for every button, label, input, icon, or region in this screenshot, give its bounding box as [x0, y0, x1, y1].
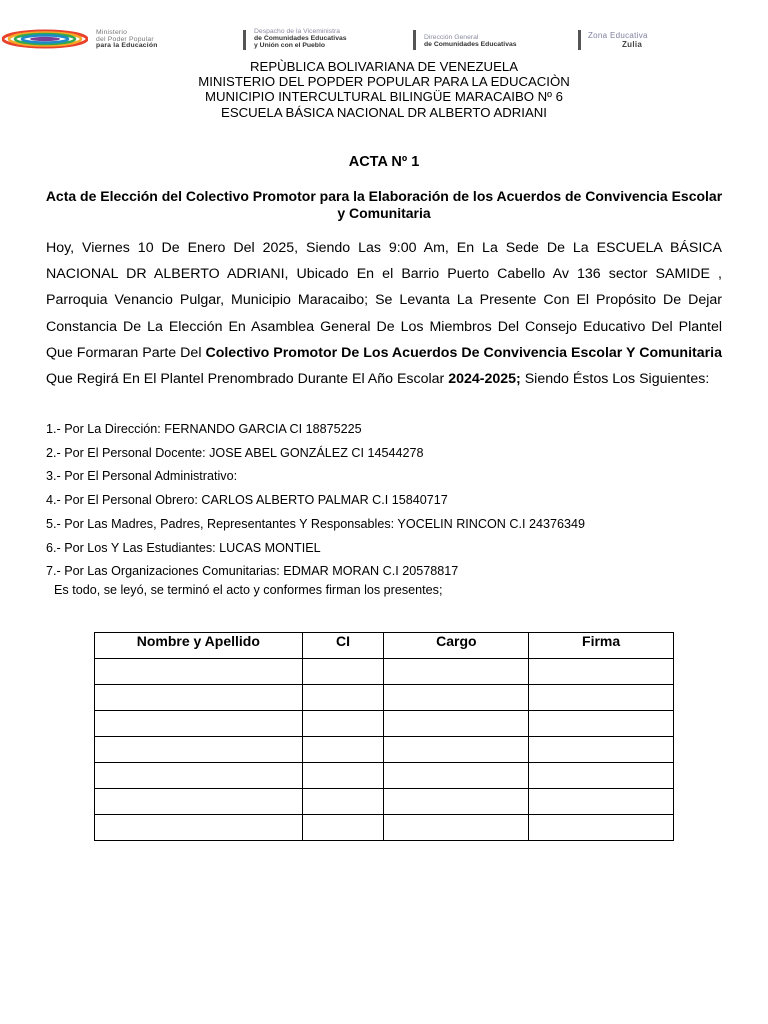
firma-cell [529, 659, 674, 685]
body-bold-colectivo: Colectivo Promotor De Los Acuerdos De Convivencia Escolar Y Comunitaria [205, 344, 722, 361]
firma-cell [529, 789, 674, 815]
acta-body-paragraph [46, 235, 722, 392]
list-item: 3.- Por El Personal Administrativo: [46, 469, 238, 484]
cargo-cell [384, 711, 529, 737]
list-item: 2.- Por El Personal Docente: JOSE ABEL GONZÁLEZ CI 14544278 [46, 445, 424, 460]
header-separator [578, 30, 581, 50]
list-item: 7.- Por Las Organizaciones Comunitarias: EDMAR MORAN C.I 20578817 [46, 564, 459, 579]
body-text-part: Que Regirá En El Plantel Prenombrado Durante El Año Escolar [46, 371, 449, 388]
municipality-line: MUNICIPIO INTERCULTURAL BILINGÜE MARACAIBO Nº 6 [205, 89, 563, 105]
table-row [95, 815, 674, 841]
cargo-cell [384, 685, 529, 711]
ci-cell [302, 789, 384, 815]
list-item: 1.- Por La Dirección: FERNANDO GARCIA CI 18875225 [46, 422, 362, 436]
header-separator [243, 30, 246, 50]
column-header-ci: CI [302, 633, 384, 659]
body-bold-year: 2024-2025; [448, 371, 521, 388]
acta-title: Acta de Elección del Colectivo Promotor para la Elaboración de los Acuerdos de Convivencia Escolar y Comunitaria [45, 188, 723, 221]
ministry-swirl-logo [2, 29, 88, 49]
republic-line: REPÙBLICA BOLIVARIANA DE VENEZUELA [250, 59, 518, 74]
ci-cell [302, 659, 384, 685]
ci-cell [302, 685, 384, 711]
table-header-row [95, 633, 674, 659]
list-item: 6.- Por Los Y Las Estudiantes: LUCAS MONTIEL [46, 540, 321, 555]
members-list [46, 418, 722, 584]
direccion-logo-text: Dirección General de Comunidades Educativas [424, 34, 517, 48]
table-row [95, 763, 674, 789]
cargo-cell [384, 789, 529, 815]
signature-table [94, 632, 674, 841]
header-separator [413, 30, 416, 50]
cargo-cell [384, 763, 529, 789]
table-row [95, 789, 674, 815]
nombre-cell [95, 815, 303, 841]
column-header-nombre: Nombre y Apellido [95, 633, 303, 659]
header-logo-bar [0, 24, 768, 54]
ci-cell [302, 763, 384, 789]
ci-cell [302, 815, 384, 841]
nombre-cell [95, 763, 303, 789]
body-text-part: Siendo Éstos Los Siguientes: [520, 371, 710, 388]
column-header-firma: Firma [529, 633, 674, 659]
column-header-cargo: Cargo [384, 633, 529, 659]
list-item: 4.- Por El Personal Obrero: CARLOS ALBERTO PALMAR C.I 15840717 [46, 493, 448, 508]
table-row [95, 711, 674, 737]
list-item: 5.- Por Las Madres, Padres, Representantes Y Responsables: YOCELIN RINCON C.I 24376349 [46, 516, 586, 531]
firma-cell [529, 737, 674, 763]
cargo-cell [384, 815, 529, 841]
cargo-cell [384, 659, 529, 685]
nombre-cell [95, 737, 303, 763]
nombre-cell [95, 685, 303, 711]
table-row [95, 737, 674, 763]
firma-cell [529, 763, 674, 789]
acta-number: ACTA Nº 1 [348, 154, 420, 170]
firma-cell [529, 815, 674, 841]
cargo-cell [384, 737, 529, 763]
nombre-cell [95, 789, 303, 815]
table-row [95, 659, 674, 685]
ministry-line: MINISTERIO DEL POPDER POPULAR PARA LA EDUCACIÒN [198, 74, 570, 90]
closing-statement: Es todo, se leyó, se terminó el acto y conformes firman los presentes; [54, 583, 443, 597]
ci-cell [302, 737, 384, 763]
nombre-cell [95, 711, 303, 737]
despacho-logo-text: Despacho de la Viceministra de Comunidades Educativas y Unión con el Pueblo [254, 28, 347, 49]
table-row [95, 685, 674, 711]
firma-cell [529, 685, 674, 711]
nombre-cell [95, 659, 303, 685]
signature-table-body [95, 659, 674, 841]
institution-heading [0, 59, 768, 120]
zona-educativa-logo-text: Zona Educativa Zulia [588, 31, 648, 49]
body-text-part: Hoy, Viernes 10 De Enero Del 2025, Siendo Las 9:00 Am, En La Sede De La ESCUELA BÁSICA NACIONAL DR ALBERTO ADRIANI, Ubicado En el Barrio Puerto Cabello Av 136 sector SAMIDE , Parroquia Venancio Pulgar, Municipio Maracaibo; Se Levanta La Presente Con El Propósito De Dejar Constancia De La Elección En Asamblea General De Los Miembros Del Consejo Educativo Del Plantel Que Formaran Parte Del [46, 240, 722, 361]
firma-cell [529, 711, 674, 737]
ministerio-logo-text: Ministerio del Poder Popular para la Educación [96, 29, 158, 50]
ci-cell [302, 711, 384, 737]
school-line: ESCUELA BÁSICA NACIONAL DR ALBERTO ADRIANI [221, 104, 547, 120]
